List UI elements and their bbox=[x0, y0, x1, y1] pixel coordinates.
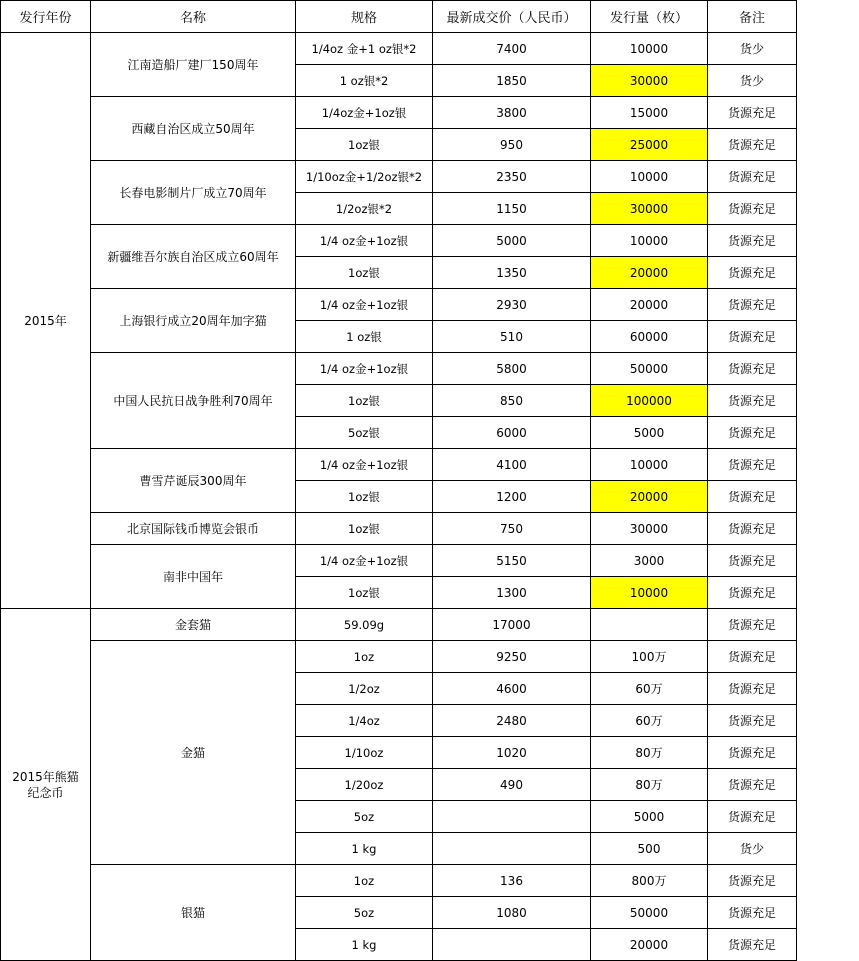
name-cell: 金套猫 bbox=[91, 609, 296, 641]
quantity-cell: 10000 bbox=[591, 577, 708, 609]
price-cell: 2930 bbox=[433, 289, 591, 321]
price-cell: 17000 bbox=[433, 609, 591, 641]
header-row bbox=[1, 1, 797, 33]
spec-cell: 1oz bbox=[296, 641, 433, 673]
spec-cell: 1/4 oz金+1oz银 bbox=[296, 449, 433, 481]
spec-cell: 1 kg bbox=[296, 833, 433, 865]
table-row bbox=[1, 609, 797, 641]
quantity-cell: 800万 bbox=[591, 865, 708, 897]
note-cell: 货源充足 bbox=[708, 449, 797, 481]
table-row bbox=[1, 97, 797, 129]
spec-cell: 1/4oz金+1oz银 bbox=[296, 97, 433, 129]
spec-cell: 1 oz银 bbox=[296, 321, 433, 353]
spec-cell: 1oz银 bbox=[296, 257, 433, 289]
note-cell: 货少 bbox=[708, 833, 797, 865]
name-cell: 长春电影制片厂成立70周年 bbox=[91, 161, 296, 225]
spec-cell: 1/4 oz金+1oz银 bbox=[296, 289, 433, 321]
quantity-cell: 3000 bbox=[591, 545, 708, 577]
table-body bbox=[1, 33, 797, 961]
table-row bbox=[1, 513, 797, 545]
note-cell: 货源充足 bbox=[708, 481, 797, 513]
note-cell: 货源充足 bbox=[708, 641, 797, 673]
price-cell: 5000 bbox=[433, 225, 591, 257]
spec-cell: 1/20oz bbox=[296, 769, 433, 801]
table-row bbox=[1, 353, 797, 385]
note-cell: 货源充足 bbox=[708, 161, 797, 193]
quantity-cell: 60万 bbox=[591, 705, 708, 737]
name-cell: 西藏自治区成立50周年 bbox=[91, 97, 296, 161]
header-name: 名称 bbox=[91, 1, 296, 33]
price-cell bbox=[433, 929, 591, 961]
quantity-cell: 10000 bbox=[591, 225, 708, 257]
header-price: 最新成交价（人民币） bbox=[433, 1, 591, 33]
price-cell: 1300 bbox=[433, 577, 591, 609]
spec-cell: 1/4 oz金+1oz银 bbox=[296, 225, 433, 257]
note-cell: 货源充足 bbox=[708, 129, 797, 161]
note-cell: 货源充足 bbox=[708, 865, 797, 897]
name-cell: 北京国际钱币博览会银币 bbox=[91, 513, 296, 545]
note-cell: 货源充足 bbox=[708, 929, 797, 961]
note-cell: 货源充足 bbox=[708, 737, 797, 769]
note-cell: 货源充足 bbox=[708, 897, 797, 929]
quantity-cell: 20000 bbox=[591, 481, 708, 513]
spec-cell: 1oz银 bbox=[296, 513, 433, 545]
price-cell bbox=[433, 801, 591, 833]
price-cell: 3800 bbox=[433, 97, 591, 129]
price-cell: 510 bbox=[433, 321, 591, 353]
price-cell: 850 bbox=[433, 385, 591, 417]
table-row bbox=[1, 33, 797, 65]
spec-cell: 1/4 oz金+1oz银 bbox=[296, 545, 433, 577]
year-cell: 2015年熊猫 纪念币 bbox=[1, 609, 91, 961]
quantity-cell: 5000 bbox=[591, 417, 708, 449]
name-cell: 曹雪芹诞辰300周年 bbox=[91, 449, 296, 513]
quantity-cell: 80万 bbox=[591, 769, 708, 801]
table-row bbox=[1, 545, 797, 577]
note-cell: 货源充足 bbox=[708, 673, 797, 705]
quantity-cell: 30000 bbox=[591, 513, 708, 545]
price-cell: 1150 bbox=[433, 193, 591, 225]
price-cell bbox=[433, 833, 591, 865]
spec-cell: 1oz银 bbox=[296, 385, 433, 417]
header-year: 发行年份 bbox=[1, 1, 91, 33]
quantity-cell: 5000 bbox=[591, 801, 708, 833]
note-cell: 货源充足 bbox=[708, 257, 797, 289]
quantity-cell: 80万 bbox=[591, 737, 708, 769]
quantity-cell: 15000 bbox=[591, 97, 708, 129]
price-cell: 9250 bbox=[433, 641, 591, 673]
note-cell: 货源充足 bbox=[708, 385, 797, 417]
spec-cell: 5oz银 bbox=[296, 417, 433, 449]
price-cell: 2480 bbox=[433, 705, 591, 737]
table-row bbox=[1, 161, 797, 193]
note-cell: 货源充足 bbox=[708, 577, 797, 609]
quantity-cell: 10000 bbox=[591, 449, 708, 481]
note-cell: 货源充足 bbox=[708, 321, 797, 353]
note-cell: 货源充足 bbox=[708, 769, 797, 801]
table-row bbox=[1, 225, 797, 257]
spec-cell: 1 kg bbox=[296, 929, 433, 961]
name-cell: 银猫 bbox=[91, 865, 296, 961]
spec-cell: 1oz银 bbox=[296, 481, 433, 513]
quantity-cell: 60万 bbox=[591, 673, 708, 705]
quantity-cell: 25000 bbox=[591, 129, 708, 161]
note-cell: 货源充足 bbox=[708, 545, 797, 577]
table-row bbox=[1, 641, 797, 673]
spec-cell: 1oz银 bbox=[296, 577, 433, 609]
price-cell: 750 bbox=[433, 513, 591, 545]
spec-cell: 1 oz银*2 bbox=[296, 65, 433, 97]
price-cell: 2350 bbox=[433, 161, 591, 193]
spec-cell: 1/10oz bbox=[296, 737, 433, 769]
quantity-cell bbox=[591, 609, 708, 641]
spec-cell: 1oz bbox=[296, 865, 433, 897]
note-cell: 货少 bbox=[708, 33, 797, 65]
price-cell: 4100 bbox=[433, 449, 591, 481]
note-cell: 货源充足 bbox=[708, 353, 797, 385]
note-cell: 货源充足 bbox=[708, 513, 797, 545]
quantity-cell: 500 bbox=[591, 833, 708, 865]
price-cell: 5800 bbox=[433, 353, 591, 385]
table-row bbox=[1, 865, 797, 897]
spec-cell: 1/4 oz金+1oz银 bbox=[296, 353, 433, 385]
spec-cell: 1/4oz 金+1 oz银*2 bbox=[296, 33, 433, 65]
spec-cell: 1oz银 bbox=[296, 129, 433, 161]
table-row bbox=[1, 449, 797, 481]
price-cell: 1850 bbox=[433, 65, 591, 97]
note-cell: 货源充足 bbox=[708, 225, 797, 257]
header-spec: 规格 bbox=[296, 1, 433, 33]
price-cell: 6000 bbox=[433, 417, 591, 449]
price-cell: 1200 bbox=[433, 481, 591, 513]
note-cell: 货源充足 bbox=[708, 193, 797, 225]
quantity-cell: 30000 bbox=[591, 65, 708, 97]
name-cell: 金猫 bbox=[91, 641, 296, 865]
quantity-cell: 10000 bbox=[591, 33, 708, 65]
quantity-cell: 30000 bbox=[591, 193, 708, 225]
price-cell: 5150 bbox=[433, 545, 591, 577]
price-cell: 4600 bbox=[433, 673, 591, 705]
quantity-cell: 20000 bbox=[591, 257, 708, 289]
note-cell: 货源充足 bbox=[708, 705, 797, 737]
name-cell: 中国人民抗日战争胜利70周年 bbox=[91, 353, 296, 449]
quantity-cell: 60000 bbox=[591, 321, 708, 353]
price-cell: 136 bbox=[433, 865, 591, 897]
price-cell: 950 bbox=[433, 129, 591, 161]
quantity-cell: 20000 bbox=[591, 929, 708, 961]
name-cell: 新疆维吾尔族自治区成立60周年 bbox=[91, 225, 296, 289]
quantity-cell: 50000 bbox=[591, 353, 708, 385]
price-cell: 1080 bbox=[433, 897, 591, 929]
quantity-cell: 20000 bbox=[591, 289, 708, 321]
note-cell: 货源充足 bbox=[708, 289, 797, 321]
name-cell: 江南造船厂建厂150周年 bbox=[91, 33, 296, 97]
spec-cell: 1/2oz bbox=[296, 673, 433, 705]
year-cell: 2015年 bbox=[1, 33, 91, 609]
quantity-cell: 50000 bbox=[591, 897, 708, 929]
price-cell: 1020 bbox=[433, 737, 591, 769]
spec-cell: 1/10oz金+1/2oz银*2 bbox=[296, 161, 433, 193]
header-quantity: 发行量（枚） bbox=[591, 1, 708, 33]
name-cell: 上海银行成立20周年加字猫 bbox=[91, 289, 296, 353]
spec-cell: 1/2oz银*2 bbox=[296, 193, 433, 225]
spec-cell: 5oz bbox=[296, 801, 433, 833]
price-cell: 7400 bbox=[433, 33, 591, 65]
note-cell: 货源充足 bbox=[708, 609, 797, 641]
price-cell: 490 bbox=[433, 769, 591, 801]
quantity-cell: 100000 bbox=[591, 385, 708, 417]
spec-cell: 5oz bbox=[296, 897, 433, 929]
note-cell: 货少 bbox=[708, 65, 797, 97]
header-note: 备注 bbox=[708, 1, 797, 33]
spec-cell: 1/4oz bbox=[296, 705, 433, 737]
name-cell: 南非中国年 bbox=[91, 545, 296, 609]
note-cell: 货源充足 bbox=[708, 417, 797, 449]
table-row bbox=[1, 289, 797, 321]
spec-cell: 59.09g bbox=[296, 609, 433, 641]
quantity-cell: 10000 bbox=[591, 161, 708, 193]
note-cell: 货源充足 bbox=[708, 801, 797, 833]
note-cell: 货源充足 bbox=[708, 97, 797, 129]
quantity-cell: 100万 bbox=[591, 641, 708, 673]
price-cell: 1350 bbox=[433, 257, 591, 289]
